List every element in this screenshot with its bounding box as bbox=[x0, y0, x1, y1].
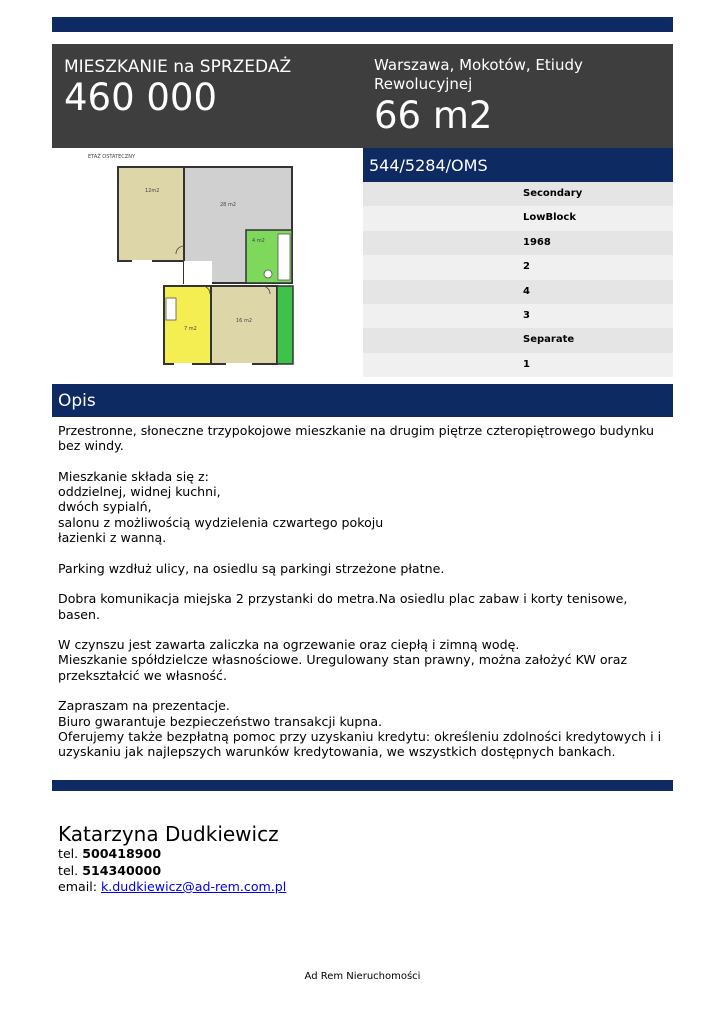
description-line bbox=[58, 622, 670, 637]
listing-area: 66 m2 bbox=[374, 94, 493, 137]
description-header bbox=[52, 384, 673, 417]
phone-number-2: 514340000 bbox=[82, 862, 162, 878]
phone-line-2 bbox=[58, 863, 286, 880]
attribute-row bbox=[363, 304, 673, 328]
attribute-floors-total: 4 bbox=[523, 285, 530, 297]
description-line: Przestronne, słoneczne trzypokojowe mieszkanie na drugim piętrze czteropiętrowego budynku bez windy. bbox=[58, 423, 654, 454]
attribute-row bbox=[363, 231, 673, 255]
description-line bbox=[58, 683, 670, 698]
attributes-table bbox=[363, 182, 673, 377]
agent-contact bbox=[58, 822, 286, 896]
contact-divider-bar bbox=[52, 780, 673, 791]
attribute-bathrooms: 1 bbox=[523, 358, 530, 370]
email-line bbox=[58, 879, 286, 896]
description-line: Oferujemy także bezpłatną pomoc przy uzyskaniu kredytu: określeniu zdolności kredytowych i i uzyskaniu jak najlepszych warunków kredytowania, we wszystkich dostępnych bankach. bbox=[58, 728, 662, 760]
room-label-kitchen: 7 m2 bbox=[184, 326, 197, 332]
description-line: łazienki z wanną. bbox=[58, 530, 167, 546]
description-line bbox=[58, 545, 670, 560]
floor-plan bbox=[52, 148, 362, 377]
room-lower-bedroom bbox=[211, 286, 277, 364]
email-label: email: bbox=[58, 879, 97, 894]
tel-label: tel. bbox=[58, 862, 79, 878]
room-label-living: 28 m2 bbox=[220, 202, 237, 208]
reference-bar bbox=[363, 148, 673, 182]
room-label-upper-left: 12m2 bbox=[145, 188, 160, 194]
hallway bbox=[184, 261, 212, 285]
description-line: W czynszu jest zawarta zaliczka na ogrzewanie oraz ciepłą i zimną wodę. bbox=[58, 637, 520, 653]
description-line: Mieszkanie składa się z: bbox=[58, 468, 209, 484]
tel-label: tel. bbox=[58, 846, 79, 861]
phone-line-1 bbox=[58, 846, 286, 863]
attribute-rooms: 3 bbox=[523, 309, 530, 321]
description-title: Opis bbox=[58, 391, 96, 411]
listing-header bbox=[52, 44, 673, 148]
description-line: Mieszkanie spółdzielcze własnościowe. Uregulowany stan prawny, można założyć KW oraz przekształcić we własność. bbox=[58, 652, 628, 683]
attribute-kitchen: Separate bbox=[523, 334, 575, 346]
attribute-floor: 2 bbox=[523, 261, 530, 273]
room-balcony bbox=[277, 286, 293, 364]
floor-plan-title: ETAŻ OSTATECZNY bbox=[88, 154, 135, 160]
attribute-row bbox=[363, 206, 673, 230]
description-line: Parking wzdłuż ulicy, na osiedlu są parkingi strzeżone płatne. bbox=[58, 560, 445, 576]
description-line bbox=[58, 576, 670, 591]
reference-number: 544/5284/OMS bbox=[369, 156, 488, 175]
room-label-bathroom: 4 m2 bbox=[252, 238, 265, 244]
description-text bbox=[58, 423, 670, 760]
description-line: dwóch sypialń, bbox=[58, 499, 152, 515]
description-line: Biuro gwarantuje bezpieczeństwo transakcji kupna. bbox=[58, 713, 383, 729]
attribute-row bbox=[363, 255, 673, 279]
description-line: oddzielnej, widnej kuchni, bbox=[58, 484, 221, 500]
bathtub bbox=[278, 234, 290, 280]
description-line: Dobra komunikacja miejska 2 przystanki do metra.Na osiedlu plac zabaw i korty tenisowe, basen. bbox=[58, 591, 628, 622]
floor-plan-drawing bbox=[52, 148, 362, 377]
attribute-market: Secondary bbox=[523, 188, 583, 199]
kitchen-counter bbox=[166, 298, 176, 320]
room-upper-left bbox=[118, 167, 184, 261]
description-line bbox=[58, 454, 670, 469]
toilet bbox=[264, 270, 272, 278]
description-line: Zapraszam na prezentacje. bbox=[58, 698, 230, 714]
listing-type: MIESZKANIE na SPRZEDAŻ bbox=[64, 57, 292, 77]
attribute-row bbox=[363, 328, 673, 352]
listing-location: Warszawa, Mokotów, Etiudy Rewolucyjnej bbox=[374, 56, 583, 93]
email-link[interactable]: k.dudkiewicz@ad-rem.com.pl bbox=[101, 879, 287, 894]
footer-company: Ad Rem Nieruchomości bbox=[304, 971, 421, 982]
room-label-lower-bedroom: 16 m2 bbox=[236, 318, 253, 324]
phone-number-1: 500418900 bbox=[82, 846, 162, 861]
attribute-building-type: LowBlock bbox=[523, 212, 576, 224]
agent-name: Katarzyna Dudkiewicz bbox=[58, 822, 279, 846]
attribute-row bbox=[363, 353, 673, 377]
attribute-row bbox=[363, 182, 673, 206]
listing-price: 460 000 bbox=[64, 76, 218, 119]
description-line: salonu z możliwością wydzielenia czwartego pokoju bbox=[58, 514, 384, 530]
attribute-row bbox=[363, 280, 673, 304]
top-divider-bar bbox=[52, 17, 673, 32]
attribute-year-built: 1968 bbox=[523, 236, 551, 248]
